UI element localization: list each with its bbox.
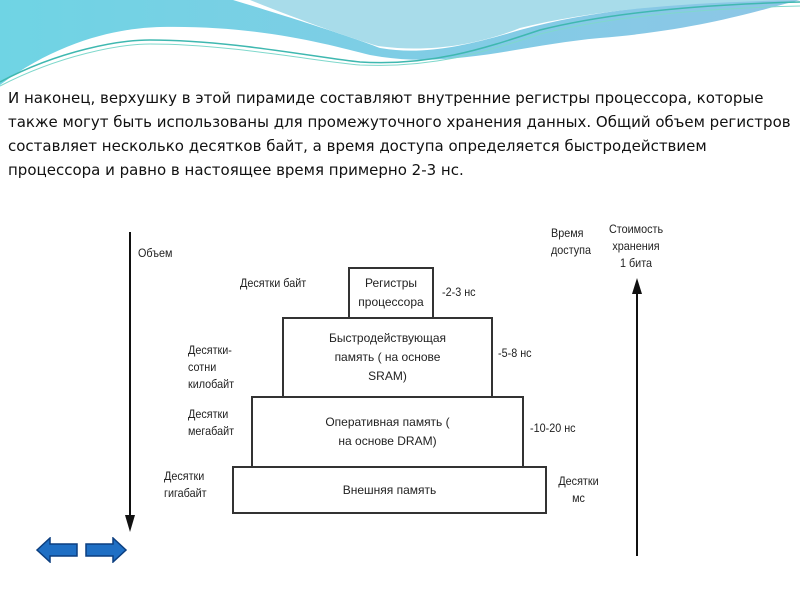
level-dram: Оперативная память ( на основе DRAM) xyxy=(251,396,524,468)
time-dram: -10-20 нс xyxy=(530,421,576,435)
arrow-left-icon xyxy=(37,538,77,562)
level-sram: Быстродействующая память ( на основе SRAM) xyxy=(282,317,493,398)
volume-axis-label: Объем xyxy=(138,246,173,260)
volume-axis-arrowhead xyxy=(125,515,135,532)
time-registers: -2-3 нс xyxy=(442,285,476,299)
cost-axis-label: Стоимость хранения 1 бита xyxy=(609,222,664,270)
arrow-right-icon xyxy=(86,538,126,562)
time-external: Десятки мс xyxy=(558,474,599,505)
volume-registers: Десятки байт xyxy=(240,276,307,290)
access-time-axis-label: Время доступа xyxy=(551,226,592,257)
time-sram: -5-8 нс xyxy=(498,346,532,360)
cost-axis-arrowhead xyxy=(632,278,642,294)
next-slide-button[interactable] xyxy=(85,537,127,563)
level-external: Внешняя память xyxy=(232,466,547,514)
slide-paragraph: И наконец, верхушку в этой пирамиде составляют внутренние регистры процессора, которые также могут быть использованы для промежуточного хранения данных. Общий объем регистров составляет несколько десятков байт, а время доступа определяется быстродействием процессора и равно в настоящее время примерно 2-3 нс. xyxy=(8,89,791,179)
level-registers: Регистры процессора xyxy=(348,267,434,319)
volume-dram: Десятки мегабайт xyxy=(188,407,235,438)
volume-sram: Десятки-сотни килобайт xyxy=(188,343,235,391)
volume-external: Десятки гигабайт xyxy=(164,469,207,500)
previous-slide-button[interactable] xyxy=(36,537,78,563)
